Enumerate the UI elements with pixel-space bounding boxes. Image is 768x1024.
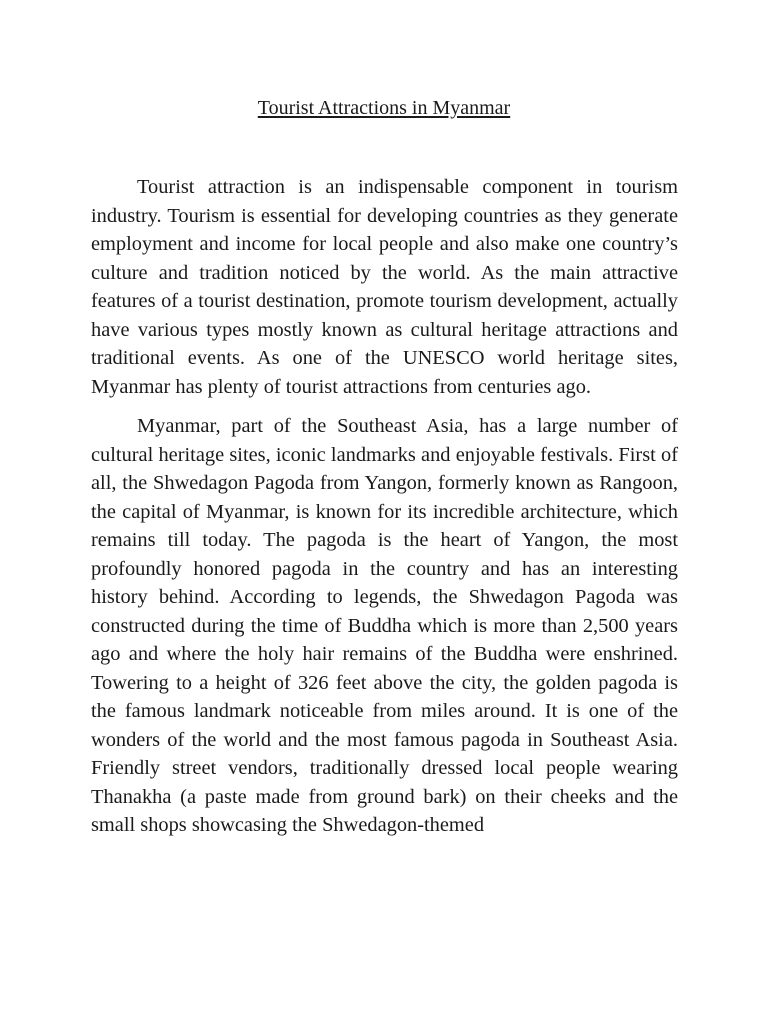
document-body (91, 173, 678, 851)
paragraph-1: Tourist attraction is an indispensable component in tourism industry. Tourism is essential for developing countries as they generate employment and income for local people and also make one country’s culture and tradition noticed by the world. As the main attractive features of a tourist destination, promote tourism development, actually have various types mostly known as cultural heritage attractions and traditional events. As one of the UNESCO world heritage sites, Myanmar has plenty of tourist attractions from centuries ago. (91, 176, 678, 398)
paragraph-2: Myanmar, part of the Southeast Asia, has a large number of cultural heritage sites, iconic landmarks and enjoyable festivals. First of all, the Shwedagon Pagoda from Yangon, formerly known as Rangoon, the capital of Myanmar, is known for its incredible architecture, which remains till today. The pagoda is the heart of Yangon, the most profoundly honored pagoda in the country and has an interesting history behind. According to legends, the Shwedagon Pagoda was constructed during the time of Buddha which is more than 2,500 years ago and where the holy hair remains of the Buddha were enshrined. Towering to a height of 326 feet above the city, the golden pagoda is the famous landmark noticeable from miles around. It is one of the wonders of the world and the most famous pagoda in Southeast Asia. Friendly street vendors, traditionally dressed local people wearing Thanakha (a paste made from ground bark) on their cheeks and the small shops showcasing the Shwedagon-themed (91, 415, 678, 836)
document-title (0, 96, 768, 120)
document-title-text: Tourist Attractions in Myanmar (257, 97, 511, 119)
